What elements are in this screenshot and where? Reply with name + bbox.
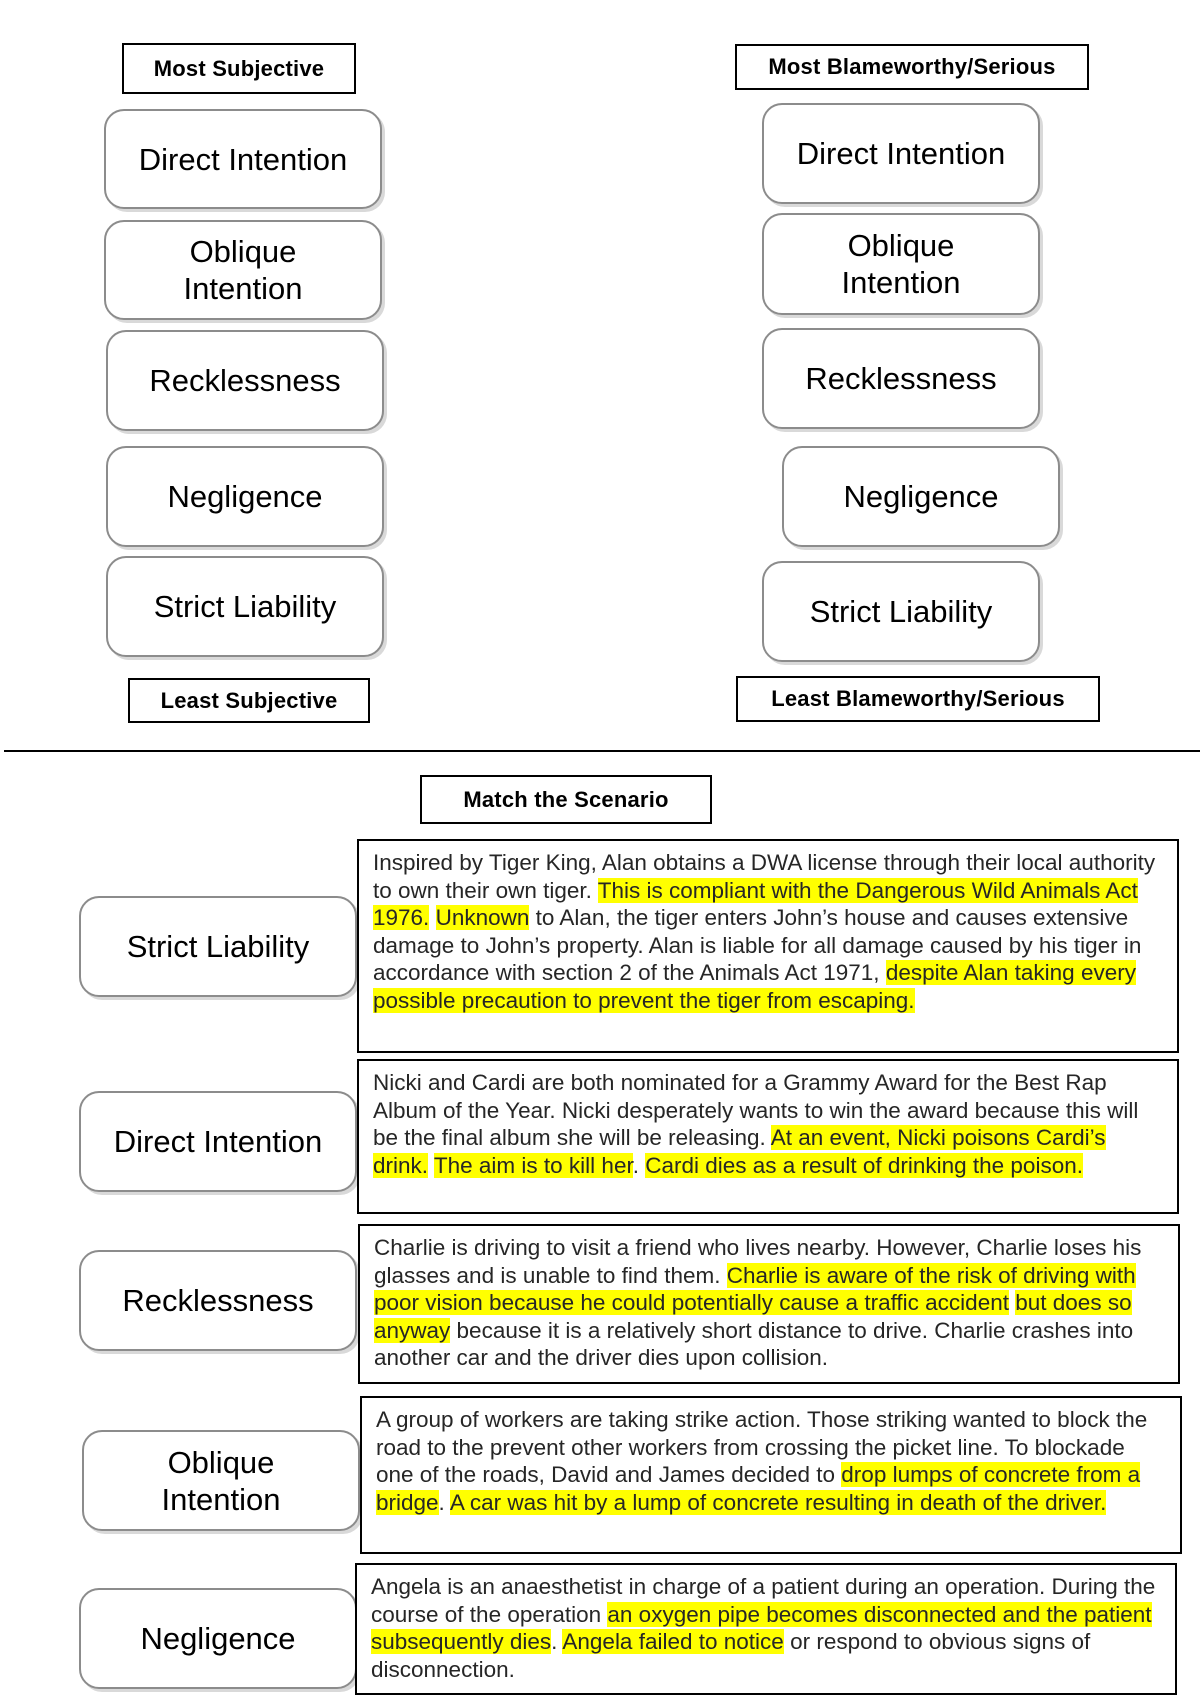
scenario-text-strike — [360, 1396, 1182, 1554]
highlighted-text: Unknown — [435, 905, 530, 930]
left-item-strict-liability[interactable]: Strict Liability — [106, 556, 384, 657]
scenario-text-segment: Angela is an anaesthetist in charge of a patient during an operation. During the course of the operation — [371, 1574, 1156, 1627]
scenario-text-segment: A group of workers are taking strike action. Those striking wanted to block the road to the prevent other workers from crossing the picket line. To blockade one of the roads, David and James decided to — [376, 1407, 1148, 1487]
scenario-label-recklessness[interactable]: Recklessness — [79, 1250, 357, 1351]
highlighted-text: Angela failed to notice — [562, 1629, 784, 1654]
left-item-negligence[interactable]: Negligence — [106, 446, 384, 547]
right-item-recklessness[interactable]: Recklessness — [762, 328, 1040, 429]
scenario-text-tiger — [357, 839, 1179, 1053]
match-scenario-title: Match the Scenario — [420, 775, 712, 824]
scenario-text-segment: Charlie is driving to visit a friend who lives nearby. However, Charlie loses his glasses and is unable to find them. — [374, 1235, 1142, 1288]
right-item-oblique-intention[interactable]: Oblique Intention — [762, 213, 1040, 315]
section-divider — [4, 750, 1200, 752]
scenario-text-driving — [358, 1224, 1180, 1384]
left-item-recklessness[interactable]: Recklessness — [106, 330, 384, 431]
scenario-text-segment — [429, 905, 435, 930]
highlighted-text: but does so anyway — [374, 1290, 1132, 1343]
scenario-label-negligence[interactable]: Negligence — [79, 1588, 357, 1689]
highlighted-text: This is compliant with the Dangerous Wild Animals Act 1976. — [373, 877, 1138, 930]
scenario-text-segment: . — [551, 1629, 563, 1654]
scenario-text-segment: Inspired by Tiger King, Alan obtains a DWA license through their local authority to own their own tiger. — [373, 850, 1156, 903]
highlighted-text: At an event, Nicki poisons Cardi’s drink. — [373, 1125, 1106, 1178]
most-subjective-label: Most Subjective — [122, 43, 356, 94]
right-item-strict-liability[interactable]: Strict Liability — [762, 561, 1040, 662]
right-item-direct-intention[interactable]: Direct Intention — [762, 103, 1040, 204]
least-blameworthy-label: Least Blameworthy/Serious — [736, 676, 1100, 722]
scenario-label-oblique-intention[interactable]: Oblique Intention — [82, 1430, 360, 1531]
right-item-negligence[interactable]: Negligence — [782, 446, 1060, 547]
highlighted-text: Cardi dies as a result of drinking the poison. — [645, 1152, 1083, 1178]
highlighted-text: an oxygen pipe becomes disconnected and the patient subsequently dies — [371, 1601, 1152, 1654]
scenario-text-grammy — [357, 1059, 1179, 1214]
scenario-text-anaesthetist — [355, 1563, 1177, 1695]
least-subjective-label: Least Subjective — [128, 678, 370, 723]
scenario-text-segment: . — [632, 1152, 646, 1178]
scenario-text-segment: because it is a relatively short distance to drive. Charlie crashes into another car and the driver dies upon collision. — [374, 1317, 1134, 1370]
left-item-direct-intention[interactable]: Direct Intention — [104, 109, 382, 209]
scenario-text-segment: . — [438, 1489, 450, 1515]
highlighted-text: despite Alan taking every possible precaution to prevent the tiger from escaping. — [373, 960, 1136, 1013]
left-item-oblique-intention[interactable]: Oblique Intention — [104, 220, 382, 320]
scenario-label-strict-liability[interactable]: Strict Liability — [79, 896, 357, 997]
scenario-text-segment: Nicki and Cardi are both nominated for a Grammy Award for the Best Rap Album of the Year. Nicki desperately wants to win the award because this will be the final album she will be releasing. — [373, 1070, 1139, 1150]
scenario-text-segment: to Alan, the tiger enters John’s house and causes extensive damage to John’s property. Alan is liable for all damage caused by his tiger in accordance with section 2 of the Animals Act 1971, — [373, 905, 1142, 985]
scenario-text-segment: or respond to obvious signs of disconnection. — [371, 1629, 1091, 1682]
scenario-text-segment — [428, 1153, 434, 1178]
highlighted-text: The aim is to kill her — [433, 1152, 633, 1178]
most-blameworthy-label: Most Blameworthy/Serious — [735, 44, 1089, 90]
scenario-label-direct-intention[interactable]: Direct Intention — [79, 1091, 357, 1192]
highlighted-text: A car was hit by a lump of concrete resulting in death of the driver. — [449, 1489, 1107, 1515]
highlighted-text: Charlie is aware of the risk of driving with poor vision because he could potentially cause a traffic accident — [374, 1262, 1136, 1315]
highlighted-text: drop lumps of concrete from a bridge — [376, 1462, 1141, 1515]
